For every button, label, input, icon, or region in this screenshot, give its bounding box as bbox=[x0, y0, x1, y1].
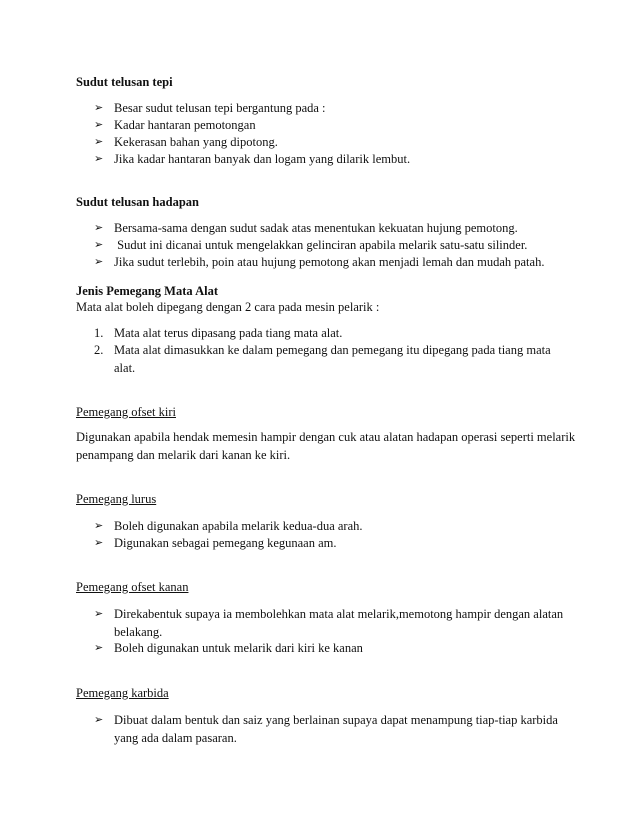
list-item-text: Direkabentuk supaya ia membolehkan mata alat melarik,memotong hampir dengan alatan belakang. bbox=[114, 607, 564, 639]
list-item-text: Besar sudut telusan tepi bergantung pada : bbox=[114, 101, 326, 115]
section-heading: Sudut telusan hadapan bbox=[76, 195, 199, 209]
arrow-bullet-icon: ➢ bbox=[94, 118, 104, 131]
section-heading: Pemegang ofset kiri bbox=[76, 405, 176, 419]
arrow-bullet-icon: ➢ bbox=[94, 135, 104, 148]
intro-text: Mata alat boleh dipegang dengan 2 cara pada mesin pelarik : bbox=[76, 300, 380, 314]
section-heading: Jenis Pemegang Mata Alat bbox=[76, 284, 218, 298]
list-item-text: Boleh digunakan untuk melarik dari kiri ke kanan bbox=[114, 641, 363, 655]
paragraph: Digunakan apabila hendak memesin hampir dengan cuk atau alatan hadapan operasi seperti melarik penampang dan melarik dari kanan ke kiri. bbox=[76, 430, 576, 462]
arrow-bullet-icon: ➢ bbox=[94, 713, 104, 726]
arrow-bullet-icon: ➢ bbox=[94, 152, 104, 165]
arrow-bullet-icon: ➢ bbox=[94, 641, 104, 654]
item-number: 1. bbox=[94, 326, 104, 340]
item-number: 2. bbox=[94, 343, 104, 357]
arrow-bullet-icon: ➢ bbox=[94, 238, 104, 251]
list-item-text: Jika sudut terlebih, poin atau hujung pemotong akan menjadi lemah dan mudah patah. bbox=[114, 255, 545, 269]
item-text: Mata alat dimasukkan ke dalam pemegang dan pemegang itu dipegang pada tiang mata alat. bbox=[114, 343, 551, 375]
arrow-bullet-icon: ➢ bbox=[94, 101, 104, 114]
list-item-text: Jika kadar hantaran banyak dan logam yang dilarik lembut. bbox=[114, 152, 411, 166]
list-item-text: Dibuat dalam bentuk dan saiz yang berlainan supaya dapat menampung tiap-tiap karbida yang ada dalam pasaran. bbox=[114, 713, 558, 745]
arrow-bullet-icon: ➢ bbox=[94, 255, 104, 268]
arrow-bullet-icon: ➢ bbox=[94, 519, 104, 532]
section-heading: Sudut telusan tepi bbox=[76, 75, 173, 89]
section-heading: Pemegang karbida bbox=[76, 686, 169, 700]
list-item-text: Bersama-sama dengan sudut sadak atas menentukan kekuatan hujung pemotong. bbox=[114, 221, 518, 235]
arrow-bullet-icon: ➢ bbox=[94, 607, 104, 620]
list-item-text: Sudut ini dicanai untuk mengelakkan gelinciran apabila melarik satu-satu silinder. bbox=[114, 238, 528, 252]
item-text: Mata alat terus dipasang pada tiang mata alat. bbox=[114, 326, 343, 340]
list-item-text: Kadar hantaran pemotongan bbox=[114, 118, 256, 132]
section-heading: Pemegang lurus bbox=[76, 492, 157, 506]
list-item-text: Kekerasan bahan yang dipotong. bbox=[114, 135, 278, 149]
list-item-text: Boleh digunakan apabila melarik kedua-dua arah. bbox=[114, 519, 363, 533]
list-item-text: Digunakan sebagai pemegang kegunaan am. bbox=[114, 536, 337, 550]
section-heading: Pemegang ofset kanan bbox=[76, 580, 189, 594]
arrow-bullet-icon: ➢ bbox=[94, 536, 104, 549]
arrow-bullet-icon: ➢ bbox=[94, 221, 104, 234]
